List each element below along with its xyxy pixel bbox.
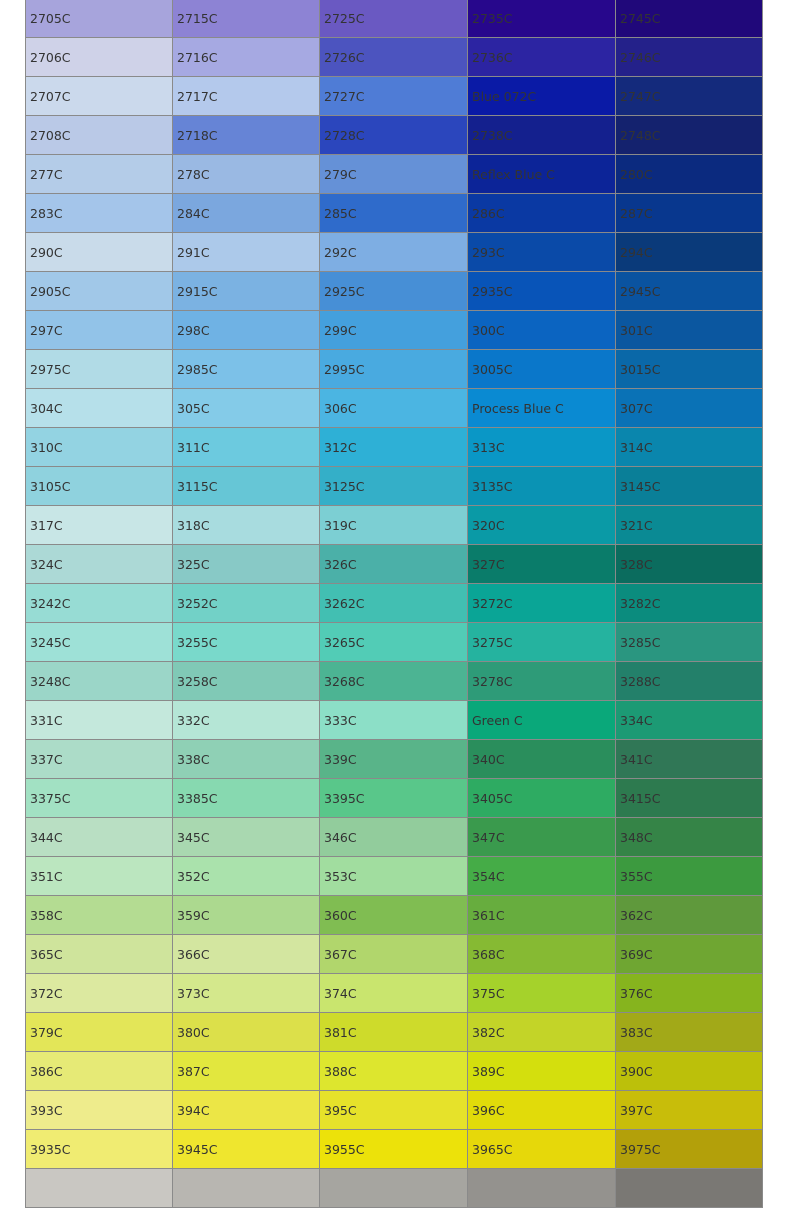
color-swatch-cell: 381C [320,1013,468,1052]
color-swatch-cell: 337C [26,740,173,779]
color-swatch-cell: 2748C [616,116,763,155]
color-swatch-cell: Green C [468,701,616,740]
color-swatch-cell: 3135C [468,467,616,506]
color-swatch-cell: 3252C [173,584,320,623]
color-swatch-cell: 300C [468,311,616,350]
color-swatch-cell: 294C [616,233,763,272]
color-swatch-cell: 373C [173,974,320,1013]
color-swatch-cell: 374C [320,974,468,1013]
color-swatch-cell: 3275C [468,623,616,662]
color-swatch-cell: 334C [616,701,763,740]
color-swatch-cell: 344C [26,818,173,857]
color-swatch-cell: 389C [468,1052,616,1091]
color-swatch-cell: 3255C [173,623,320,662]
color-swatch-cell: 2726C [320,38,468,77]
color-swatch-cell: 277C [26,155,173,194]
color-swatch-cell [616,1169,763,1208]
color-swatch-cell: 3375C [26,779,173,818]
color-swatch-cell: 2725C [320,0,468,38]
color-swatch-cell: 339C [320,740,468,779]
swatch-row [26,1052,763,1091]
color-swatch-cell: 361C [468,896,616,935]
color-swatch-cell: 313C [468,428,616,467]
color-swatch-cell: 285C [320,194,468,233]
color-swatch-cell: 2718C [173,116,320,155]
swatch-row [26,545,763,584]
color-swatch-cell: 3405C [468,779,616,818]
swatch-row [26,194,763,233]
color-swatch-cell: 3115C [173,467,320,506]
color-swatch-cell: 3415C [616,779,763,818]
color-swatch-cell: 2738C [468,116,616,155]
color-swatch-cell: 346C [320,818,468,857]
color-swatch-cell: 355C [616,857,763,896]
color-swatch-cell [320,1169,468,1208]
swatch-row [26,662,763,701]
color-swatch-cell: 327C [468,545,616,584]
color-swatch-cell: 3005C [468,350,616,389]
color-swatch-cell: 319C [320,506,468,545]
color-swatch-cell: 347C [468,818,616,857]
color-swatch-cell: 2717C [173,77,320,116]
color-swatch-cell: 291C [173,233,320,272]
swatch-grid-body [26,0,763,1208]
swatch-row [26,350,763,389]
color-swatch-cell: 386C [26,1052,173,1091]
color-swatch-cell: 368C [468,935,616,974]
color-swatch-cell: 359C [173,896,320,935]
color-swatch-cell: 376C [616,974,763,1013]
swatch-row [26,701,763,740]
color-swatch-cell: 3248C [26,662,173,701]
color-swatch-cell: Blue 072C [468,77,616,116]
color-swatch-cell: 3945C [173,1130,320,1169]
color-swatch-cell: 397C [616,1091,763,1130]
color-swatch-cell: 324C [26,545,173,584]
color-swatch-cell: 2706C [26,38,173,77]
color-swatch-cell: 3268C [320,662,468,701]
color-swatch-cell: 2925C [320,272,468,311]
color-swatch-cell: 2716C [173,38,320,77]
swatch-row [26,506,763,545]
swatch-row [26,740,763,779]
color-swatch-cell: 338C [173,740,320,779]
color-swatch-cell: 286C [468,194,616,233]
color-swatch-cell: 2735C [468,0,616,38]
color-swatch-cell: 394C [173,1091,320,1130]
color-swatch-cell: 372C [26,974,173,1013]
color-swatch-cell: 301C [616,311,763,350]
color-swatch-cell: 292C [320,233,468,272]
color-swatch-cell: 2728C [320,116,468,155]
swatch-row [26,1169,763,1208]
swatch-row [26,857,763,896]
color-swatch-cell: 3242C [26,584,173,623]
color-swatch-cell: 351C [26,857,173,896]
color-swatch-cell: 3272C [468,584,616,623]
color-swatch-cell: 3258C [173,662,320,701]
color-swatch-cell: Process Blue C [468,389,616,428]
color-swatch-cell: 362C [616,896,763,935]
swatch-row [26,935,763,974]
swatch-row [26,818,763,857]
swatch-row [26,1013,763,1052]
color-swatch-cell: 2745C [616,0,763,38]
color-swatch-cell [468,1169,616,1208]
swatch-row [26,974,763,1013]
color-swatch-cell: 306C [320,389,468,428]
color-swatch-cell: 332C [173,701,320,740]
swatch-row [26,779,763,818]
color-swatch-cell: 3145C [616,467,763,506]
color-swatch-cell: 3975C [616,1130,763,1169]
color-swatch-cell: 2705C [26,0,173,38]
color-swatch-cell: 284C [173,194,320,233]
color-swatch-cell: 305C [173,389,320,428]
swatch-row [26,1091,763,1130]
color-swatch-cell: 390C [616,1052,763,1091]
color-swatch-cell: 3955C [320,1130,468,1169]
color-swatch-cell: 331C [26,701,173,740]
color-swatch-cell: 287C [616,194,763,233]
color-swatch-cell: 325C [173,545,320,584]
color-swatch-cell: 2985C [173,350,320,389]
color-swatch-cell: 3125C [320,467,468,506]
swatch-row [26,467,763,506]
color-swatch-cell: 367C [320,935,468,974]
color-swatch-cell: 312C [320,428,468,467]
color-swatch-cell: 358C [26,896,173,935]
color-swatch-cell: 293C [468,233,616,272]
swatch-row [26,584,763,623]
swatch-row [26,1130,763,1169]
color-swatch-cell: 354C [468,857,616,896]
color-swatch-cell: 304C [26,389,173,428]
color-swatch-cell: 2708C [26,116,173,155]
color-swatch-cell: 298C [173,311,320,350]
color-swatch-cell: 318C [173,506,320,545]
color-swatch-cell: 3288C [616,662,763,701]
color-swatch-cell: 352C [173,857,320,896]
color-swatch-cell: 328C [616,545,763,584]
swatch-row [26,428,763,467]
color-swatch-cell: 3935C [26,1130,173,1169]
color-swatch-cell: 2747C [616,77,763,116]
swatch-row [26,38,763,77]
color-swatch-cell: 340C [468,740,616,779]
color-swatch-cell: 2975C [26,350,173,389]
color-swatch-cell: 2905C [26,272,173,311]
color-swatch-cell: 326C [320,545,468,584]
color-swatch-cell: 307C [616,389,763,428]
color-swatch-cell: 360C [320,896,468,935]
color-swatch-cell: 369C [616,935,763,974]
color-swatch-cell: 365C [26,935,173,974]
color-swatch-cell: 375C [468,974,616,1013]
swatch-row [26,233,763,272]
color-swatch-cell: 388C [320,1052,468,1091]
swatch-row [26,155,763,194]
swatch-row [26,272,763,311]
color-swatch-cell: 311C [173,428,320,467]
color-swatch-cell: 3265C [320,623,468,662]
color-swatch-cell: 3245C [26,623,173,662]
color-swatch-cell: 278C [173,155,320,194]
color-swatch-cell: 297C [26,311,173,350]
swatch-row [26,116,763,155]
color-swatch-cell: 382C [468,1013,616,1052]
color-swatch-cell: 3385C [173,779,320,818]
color-swatch-cell: 280C [616,155,763,194]
color-swatch-cell: 345C [173,818,320,857]
color-swatch-cell: 2707C [26,77,173,116]
color-swatch-cell: 283C [26,194,173,233]
color-swatch-cell: 380C [173,1013,320,1052]
color-swatch-cell: 341C [616,740,763,779]
swatch-row [26,77,763,116]
color-swatch-cell: 290C [26,233,173,272]
color-swatch-cell: 3015C [616,350,763,389]
color-swatch-cell: 2995C [320,350,468,389]
color-swatch-cell: 3278C [468,662,616,701]
color-swatch-cell: 393C [26,1091,173,1130]
swatch-row [26,896,763,935]
color-swatch-cell [26,1169,173,1208]
color-swatch-cell: 310C [26,428,173,467]
color-swatch-cell [173,1169,320,1208]
swatch-row [26,389,763,428]
color-swatch-cell: 3262C [320,584,468,623]
color-swatch-grid [25,0,763,1208]
color-swatch-cell: 2935C [468,272,616,311]
color-swatch-cell: Reflex Blue C [468,155,616,194]
color-swatch-cell: 2746C [616,38,763,77]
color-swatch-cell: 353C [320,857,468,896]
color-swatch-cell: 2915C [173,272,320,311]
color-swatch-cell: 395C [320,1091,468,1130]
color-swatch-cell: 2715C [173,0,320,38]
color-swatch-cell: 3965C [468,1130,616,1169]
color-swatch-cell: 383C [616,1013,763,1052]
swatch-row [26,623,763,662]
color-swatch-cell: 3105C [26,467,173,506]
color-swatch-cell: 2727C [320,77,468,116]
color-swatch-cell: 3285C [616,623,763,662]
color-swatch-cell: 396C [468,1091,616,1130]
color-swatch-cell: 279C [320,155,468,194]
color-swatch-cell: 3395C [320,779,468,818]
color-swatch-cell: 320C [468,506,616,545]
color-swatch-cell: 387C [173,1052,320,1091]
color-swatch-cell: 314C [616,428,763,467]
color-swatch-cell: 379C [26,1013,173,1052]
color-swatch-cell: 333C [320,701,468,740]
color-swatch-cell: 2945C [616,272,763,311]
color-swatch-cell: 366C [173,935,320,974]
swatch-row [26,311,763,350]
color-swatch-cell: 348C [616,818,763,857]
color-swatch-cell: 317C [26,506,173,545]
swatch-row [26,0,763,38]
color-swatch-cell: 2736C [468,38,616,77]
color-swatch-cell: 321C [616,506,763,545]
color-swatch-cell: 299C [320,311,468,350]
color-swatch-cell: 3282C [616,584,763,623]
